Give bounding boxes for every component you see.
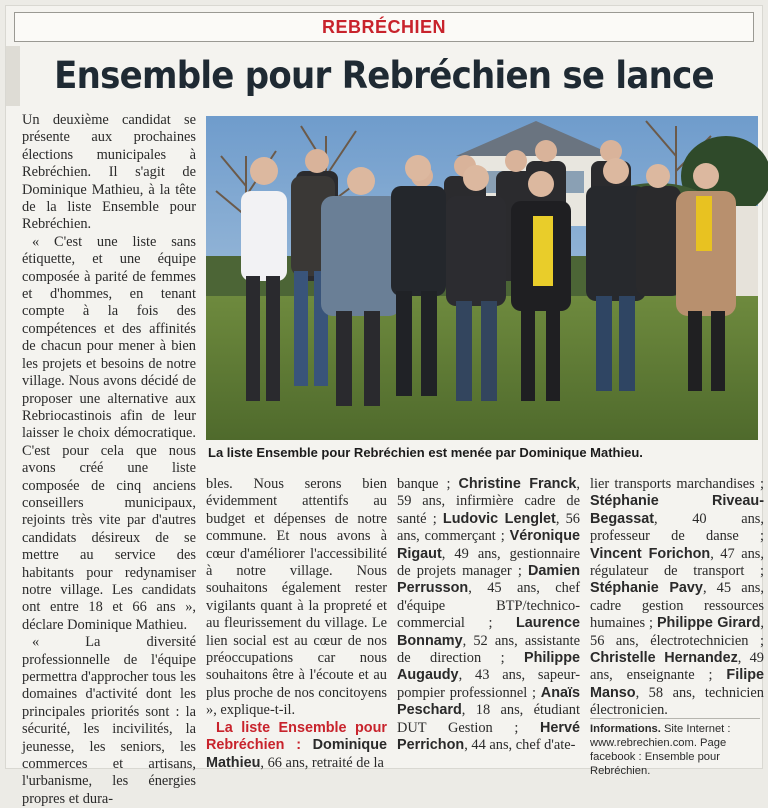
info-box — [590, 718, 760, 778]
newspaper-page — [6, 6, 764, 807]
candidate-list — [397, 476, 580, 755]
candidate-desc: , 49 ans, enseignante ; — [590, 650, 764, 684]
candidate-name: Christelle Hernandez — [590, 650, 738, 667]
candidate-desc: , 59 ans, infirmière cadre de santé ; — [397, 476, 580, 527]
candidate-name: Stéphanie Pavy — [590, 580, 703, 597]
candidate-desc: , 18 ans, étudiant DUT Gestion ; — [397, 702, 580, 736]
candidate-desc: , 49 ans, gestionnaire de projets manager ; — [397, 545, 580, 580]
candidate-name: Damien Perrusson — [397, 563, 580, 597]
list-paragraph — [206, 720, 387, 772]
candidate-desc: , 56 ans, électrotechnicien ; — [590, 615, 764, 649]
info-text: Site Internet : www.rebrechien.com. Page facebook : Ensemble pour Rebréchien. — [590, 723, 731, 777]
candidate-list — [590, 476, 764, 720]
candidate-desc: , 47 ans, régulateur de transport ; — [590, 545, 764, 580]
candidate-name: Dominique Mathieu — [206, 737, 387, 771]
list-intro: La liste Ensemble pour Rebréchien : — [206, 719, 387, 754]
candidate-desc: , 52 ans, assistante de direction ; — [397, 632, 580, 667]
article-column-1 — [22, 112, 196, 808]
candidate-desc: , 45 ans, chef d'équipe BTP/technico-commercial ; — [397, 580, 580, 632]
candidate-desc: , 40 ans, professeur de danse ; — [590, 510, 764, 545]
candidate-desc: , 44 ans, chef d'ate- — [464, 737, 576, 754]
candidate-desc: , 45 ans, cadre gestion ressources humaines ; — [590, 580, 764, 632]
paragraph: « La diversité professionnelle de l'équipe permettra d'approcher tous les domaines d'activité dont les principales priorités sont : la sécurité, les incivilités, la jeunesse, les seniors, les commerces et artisans, l'urbanisme, les énergies propres et dura- — [22, 634, 196, 807]
candidate-name: Filipe Manso — [590, 667, 764, 701]
candidate-name: Véronique Rigaut — [397, 528, 580, 562]
candidate-desc: banque ; — [397, 476, 459, 492]
info-label: Informations. — [590, 723, 661, 735]
candidate-name: Vincent Forichon — [590, 545, 711, 562]
paragraph: Un deuxième candidat se présente aux prochaines élections municipales à Rebréchien. Il s'agit de Dominique Mathieu, à la tête de la liste Ensemble pour Rebréchien. — [22, 112, 196, 233]
candidate-name: Anaïs Peschard — [397, 684, 580, 719]
candidate-name: Christine Franck — [458, 476, 577, 492]
candidate-name: Hervé Perrichon — [397, 719, 580, 754]
photo-caption: La liste Ensemble pour Rebréchien est menée par Dominique Mathieu. — [208, 445, 643, 460]
candidate-name: Stéphanie Riveau-Begassat — [590, 493, 764, 527]
group-photo — [206, 116, 758, 440]
candidate-name: Philippe Girard — [656, 615, 761, 632]
candidate-desc: , 66 ans, retraité de la — [260, 754, 384, 771]
paragraph: bles. Nous serons bien évidemment attentifs au budget et dépenses de notre commune. Et nous avons à cœur d'améliorer l'accessibilité à notre village. Nous souhaitons également rester vigilants quant à la propreté et au fleurissement du village. Le lien social est au cœur de nos préoccupations car nous souhaitons être à l'écoute et au plus proche de nos concitoyens », explique-t-il. — [206, 476, 387, 719]
candidate-name: Ludovic Lenglet — [442, 510, 556, 527]
candidate-name: Laurence Bonnamy — [397, 615, 580, 649]
section-rubric-bar — [14, 12, 754, 42]
article-column-2 — [206, 476, 387, 772]
candidate-name: Philippe Augaudy — [397, 650, 580, 684]
group-photo-illustration — [206, 116, 758, 440]
article-headline: Ensemble pour Rebréchien se lance — [54, 54, 714, 97]
candidate-desc: , 43 ans, sapeur-pompier professionnel ; — [397, 667, 580, 701]
paragraph: « C'est une liste sans étiquette, et une équipe composée à parité de femmes et d'hommes, en tenant compte à la fois des compétences et des affinités de chacun pour mener à bien les projets et besoins de notre village. Nous avons décidé de proposer une alternative aux Rebriocastinois afin de leur laisser le choix démocratique. C'est pour cela que nous avons créé une liste composée de cinq anciens conseillers municipaux, rejoints très vite par d'autres candidats désireux de se mettre au service des habitants pour redynamiser notre village. Les candidats ont entre 18 et 66 ans », déclare Dominique Mathieu. — [22, 233, 196, 633]
article-column-4 — [590, 476, 764, 720]
candidate-desc: , 58 ans, technicien électronicien. — [590, 684, 764, 719]
bleed-through-shape — [6, 46, 20, 106]
article-column-3 — [397, 476, 580, 755]
section-rubric: REBRÉCHIEN — [321, 16, 446, 37]
candidate-desc: lier transports marchandises ; — [590, 476, 764, 492]
candidate-desc: , 56 ans, commerçant ; — [397, 510, 581, 545]
